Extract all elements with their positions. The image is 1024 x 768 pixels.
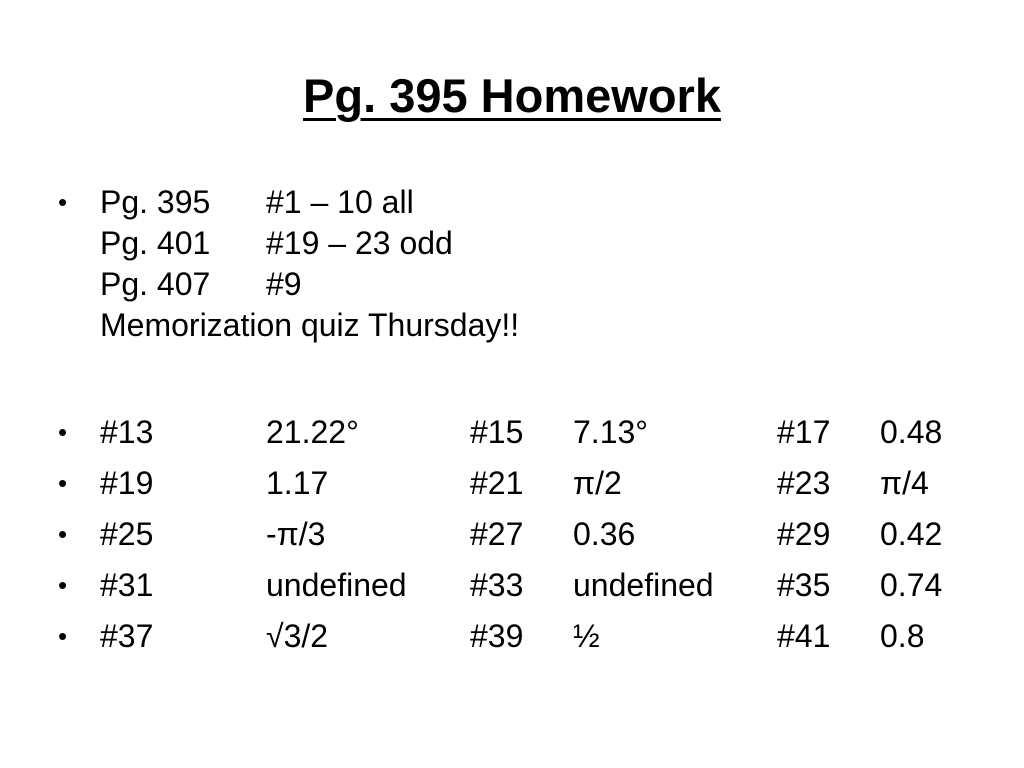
assignment-page: Pg. 395 bbox=[100, 184, 211, 220]
answer-row bbox=[58, 560, 978, 611]
answer-value: 0.42 bbox=[880, 516, 943, 552]
answer-value: -π/3 bbox=[266, 516, 326, 552]
assignment-page: Pg. 407 bbox=[100, 266, 211, 302]
assignment-body bbox=[100, 182, 958, 346]
problem-number: #17 bbox=[777, 414, 831, 450]
problem-number: #27 bbox=[470, 516, 524, 552]
answer-value: 0.74 bbox=[880, 567, 943, 603]
bullet-icon: • bbox=[58, 570, 68, 600]
assignment-page: Pg. 401 bbox=[100, 225, 211, 261]
answer-row bbox=[58, 509, 978, 560]
problem-number: #39 bbox=[470, 618, 524, 654]
answer-value: 1.17 bbox=[266, 465, 329, 501]
problem-number: #25 bbox=[100, 516, 154, 552]
assignment-problems: #9 bbox=[266, 266, 302, 302]
problem-number: #37 bbox=[100, 618, 154, 654]
answer-value: undefined bbox=[266, 567, 407, 603]
problem-number: #35 bbox=[777, 567, 831, 603]
answer-row bbox=[58, 611, 978, 662]
problem-number: #31 bbox=[100, 567, 154, 603]
problem-number: #13 bbox=[100, 414, 154, 450]
bullet-icon: • bbox=[58, 468, 68, 498]
answer-row bbox=[58, 407, 978, 458]
answer-value: √3/2 bbox=[266, 618, 329, 654]
answer-value: 7.13° bbox=[573, 414, 649, 450]
assignment-bullet bbox=[58, 182, 958, 346]
answer-value: 0.48 bbox=[880, 414, 943, 450]
problem-number: #21 bbox=[470, 465, 524, 501]
assignment-line bbox=[100, 264, 958, 305]
assignment-line bbox=[100, 223, 958, 264]
problem-number: #15 bbox=[470, 414, 524, 450]
answer-table bbox=[58, 407, 978, 662]
assignment-list-item bbox=[58, 182, 958, 346]
assignment-problems: #19 – 23 odd bbox=[266, 225, 453, 261]
problem-number: #41 bbox=[777, 618, 831, 654]
quiz-note: Memorization quiz Thursday!! bbox=[100, 307, 520, 343]
answer-value: 21.22° bbox=[266, 414, 359, 450]
bullet-icon: • bbox=[58, 417, 68, 447]
assignment-problems: #1 – 10 all bbox=[266, 184, 414, 220]
answer-row bbox=[58, 458, 978, 509]
bullet-icon: • bbox=[58, 187, 68, 217]
answer-value: 0.8 bbox=[880, 618, 925, 654]
answer-value: π/4 bbox=[880, 465, 929, 501]
bullet-icon: • bbox=[58, 519, 68, 549]
problem-number: #19 bbox=[100, 465, 154, 501]
bullet-icon: • bbox=[58, 621, 68, 651]
assignment-line bbox=[100, 182, 958, 223]
problem-number: #29 bbox=[777, 516, 831, 552]
answer-value: π/2 bbox=[573, 465, 622, 501]
answer-value: 0.36 bbox=[573, 516, 636, 552]
answer-value: undefined bbox=[573, 567, 714, 603]
problem-number: #33 bbox=[470, 567, 524, 603]
answer-value: ½ bbox=[573, 618, 600, 654]
problem-number: #23 bbox=[777, 465, 831, 501]
slide-title: Pg. 395 Homework bbox=[303, 69, 721, 122]
